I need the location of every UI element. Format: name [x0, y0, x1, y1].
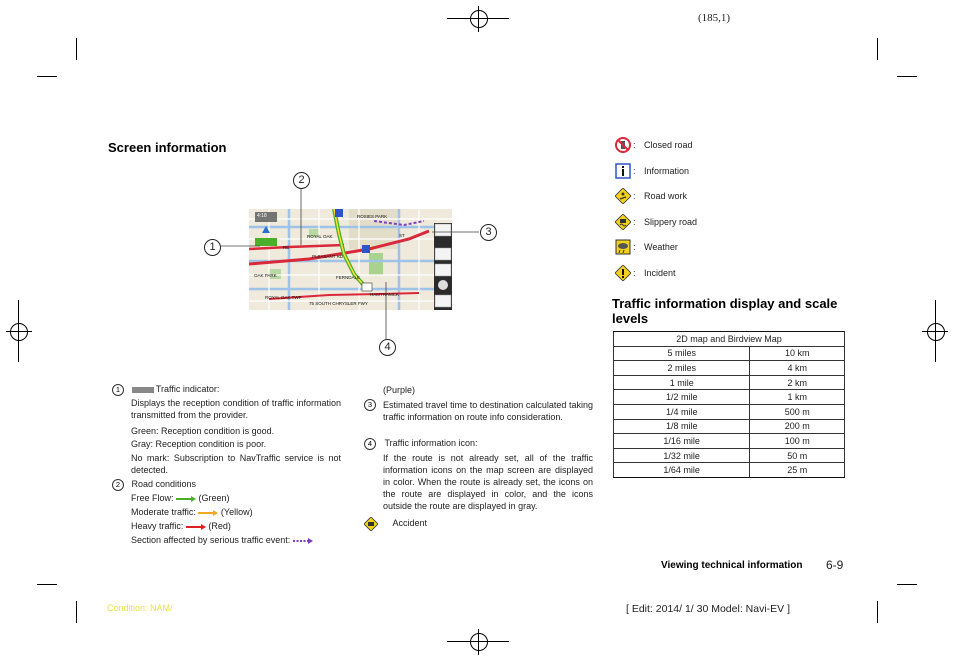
purple-arrow-icon: [293, 538, 313, 544]
footer-page-number: 6-9: [826, 558, 844, 572]
traffic-indicator-icon: [132, 387, 154, 393]
table-cell: 1/32 mile: [614, 448, 750, 463]
map-street-label: HAMTRAMCK: [370, 292, 399, 297]
yellow-arrow-icon: [198, 510, 218, 516]
icon-colon: :: [633, 217, 636, 227]
page-marker: (185,1): [698, 12, 731, 24]
item-title: Traffic indicator:: [155, 384, 220, 394]
accident-icon: [364, 517, 378, 531]
table-cell: 50 m: [750, 448, 845, 463]
icon-colon: :: [633, 191, 636, 201]
map-street-label: OAK PARK: [254, 273, 277, 278]
table-row: [614, 434, 845, 449]
icon-colon: :: [633, 140, 636, 150]
table-cell: 1/64 mile: [614, 463, 750, 478]
item-1-description: Displays the reception condition of traffic information transmitted from the provider.: [131, 398, 341, 420]
map-street-label: PLEASANT RD: [312, 254, 344, 259]
legend-label: Section affected by serious traffic event:: [131, 535, 291, 545]
serious-event-row: [131, 534, 343, 546]
map-street-label: ROSIES PARK: [357, 214, 388, 219]
icon-label: Road work: [644, 191, 688, 201]
item-number: 3: [364, 399, 376, 411]
table-row: [614, 448, 845, 463]
item-3-number: [364, 398, 376, 411]
table-cell: 4 km: [750, 361, 845, 376]
icon-label: Incident: [644, 268, 676, 278]
icon-colon: :: [633, 166, 636, 176]
road-work-icon: [615, 188, 631, 204]
map-street-label: ROYAL OAK: [307, 234, 333, 239]
map-street-label: ROYAL OAK TWP: [265, 295, 302, 300]
icon-label: Closed road: [644, 140, 693, 150]
legend-label: Free Flow:: [131, 493, 174, 503]
table-row: [614, 375, 845, 390]
map-travel-time: 4:18: [257, 213, 267, 219]
closed-road-icon: [615, 137, 631, 153]
item-number: 1: [112, 384, 124, 396]
callout-lines: [200, 170, 500, 360]
information-icon: [615, 163, 631, 179]
table-header: 2D map and Birdview Map: [614, 332, 845, 347]
legend-label: Heavy traffic:: [131, 521, 184, 531]
icon-colon: :: [633, 242, 636, 252]
map-route-label: RE: [283, 245, 290, 250]
table-row: [614, 361, 845, 376]
free-flow-row: [131, 492, 230, 504]
map-street-label: FERNDALE: [336, 275, 361, 280]
incident-icon: [615, 265, 631, 281]
table-cell: 500 m: [750, 404, 845, 419]
legend-label: Moderate traffic:: [131, 507, 196, 517]
item-number: 4: [364, 438, 376, 450]
table-cell: 1/8 mile: [614, 419, 750, 434]
icon-label: Slippery road: [644, 217, 698, 227]
purple-label: (Purple): [383, 385, 416, 395]
callout-1: 1: [204, 239, 221, 256]
scale-section-title: Traffic information display and scale levels: [612, 296, 838, 326]
item-1-gray: Gray: Reception condition is poor.: [131, 439, 267, 449]
item-1: [112, 383, 344, 396]
section-title: Screen information: [108, 140, 227, 155]
item-title: Road conditions: [131, 479, 197, 489]
table-row: [614, 346, 845, 361]
condition-label: Condition: NAM/: [107, 603, 173, 613]
weather-icon: [615, 239, 631, 255]
item-1-green: Green: Reception condition is good.: [131, 426, 275, 436]
table-row: [614, 419, 845, 434]
item-4: [364, 437, 478, 450]
item-number: 2: [112, 479, 124, 491]
item-1-no-mark: No mark: Subscription to NavTraffic service is not detected.: [131, 453, 341, 475]
edit-info: [ Edit: 2014/ 1/ 30 Model: Navi-EV ]: [626, 603, 791, 615]
item-2: [112, 478, 344, 491]
table-cell: 2 miles: [614, 361, 750, 376]
heavy-row: [131, 520, 231, 532]
table-cell: 2 km: [750, 375, 845, 390]
table-cell: 1/4 mile: [614, 404, 750, 419]
map-street-label: ST: [399, 233, 405, 238]
table-cell: 1/16 mile: [614, 434, 750, 449]
table-cell: 100 m: [750, 434, 845, 449]
table-cell: 1/2 mile: [614, 390, 750, 405]
legend-color: (Red): [208, 521, 231, 531]
callout-3: 3: [480, 224, 497, 241]
table-cell: 5 miles: [614, 346, 750, 361]
legend-color: (Green): [198, 493, 230, 503]
scale-table: [613, 331, 845, 478]
table-cell: 1 km: [750, 390, 845, 405]
item-3-description: Estimated travel time to destination calculated taking traffic information on route info consideration.: [383, 400, 593, 422]
icon-label: Weather: [644, 242, 678, 252]
table-row: [614, 404, 845, 419]
table-header-row: [614, 332, 845, 347]
icon-colon: :: [633, 268, 636, 278]
green-arrow-icon: [176, 496, 196, 502]
table-row: [614, 390, 845, 405]
slippery-road-icon: [615, 214, 631, 230]
table-cell: 200 m: [750, 419, 845, 434]
table-row: [614, 463, 845, 478]
item-4-description: If the route is not already set, all of the traffic information icons on the map screen are displayed in color. When the route is already set, the icons on the route are displayed in color, and the icons outside the route are displayed in gray.: [383, 453, 593, 511]
callout-2: 2: [293, 172, 310, 189]
red-arrow-icon: [186, 524, 206, 530]
callout-4: 4: [379, 339, 396, 356]
legend-color: (Yellow): [220, 507, 253, 517]
table-cell: 25 m: [750, 463, 845, 478]
table-cell: 1 mile: [614, 375, 750, 390]
table-cell: 10 km: [750, 346, 845, 361]
moderate-row: [131, 506, 253, 518]
accident-row: [364, 517, 427, 531]
accident-label: Accident: [392, 518, 428, 529]
footer-section-title: Viewing technical information: [661, 560, 803, 571]
icon-label: Information: [644, 166, 690, 176]
item-title: Traffic information icon:: [384, 438, 478, 448]
map-street-label: 75 SOUTH CHRYSLER FWY: [309, 301, 368, 306]
